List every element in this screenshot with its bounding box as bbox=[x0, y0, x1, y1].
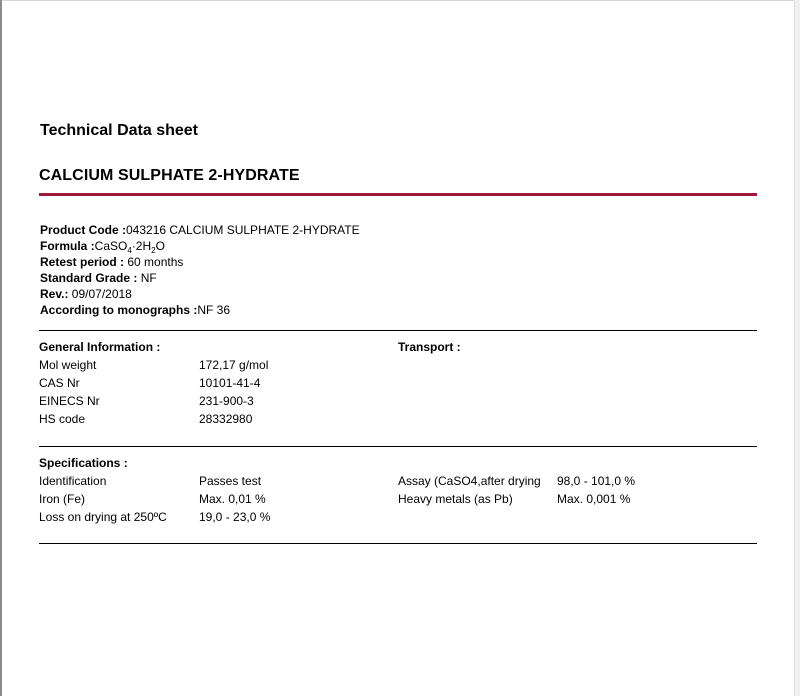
monographs-value: NF 36 bbox=[197, 303, 231, 317]
section-divider-2 bbox=[39, 446, 757, 447]
spec-row-value: Max. 0,01 % bbox=[199, 492, 266, 506]
grade-value: NF bbox=[137, 271, 157, 285]
retest-label: Retest period : bbox=[40, 255, 125, 269]
formula-part2: ·2H bbox=[131, 239, 152, 253]
spec-row-value: Passes test bbox=[199, 474, 262, 488]
spec-row-value: 98,0 - 101,0 % bbox=[557, 474, 636, 488]
retest-value: 60 months bbox=[124, 255, 184, 269]
formula-part3: O bbox=[155, 239, 165, 253]
general-row-value: 231-900-3 bbox=[199, 394, 254, 408]
spec-row-label: Iron (Fe) bbox=[39, 492, 86, 506]
spec-row-label: Assay (CaSO4,after drying bbox=[398, 474, 541, 488]
general-row-label: EINECS Nr bbox=[39, 394, 100, 408]
viewer-scrollbar[interactable] bbox=[794, 0, 800, 696]
grade-label: Standard Grade : bbox=[40, 271, 138, 285]
transport-heading: Transport : bbox=[398, 340, 461, 354]
section-divider-3 bbox=[39, 543, 757, 544]
spec-row-value: Max. 0,001 % bbox=[557, 492, 631, 506]
general-info-heading: General Information : bbox=[39, 340, 161, 354]
formula-part1: CaSO bbox=[94, 239, 128, 253]
section-divider-1 bbox=[39, 330, 757, 331]
formula-sub1: 4 bbox=[127, 246, 132, 255]
general-row-label: Mol weight bbox=[39, 358, 97, 372]
spec-row-label: Loss on drying at 250ºC bbox=[39, 510, 167, 524]
retest-line bbox=[40, 255, 183, 270]
product-title: CALCIUM SULPHATE 2-HYDRATE bbox=[39, 167, 300, 184]
spec-row-label: Identification bbox=[39, 474, 107, 488]
general-row-value: 172,17 g/mol bbox=[199, 358, 269, 372]
specifications-heading: Specifications : bbox=[39, 456, 128, 470]
formula-line bbox=[40, 239, 165, 254]
grade-line bbox=[40, 271, 157, 286]
general-row-value: 28332980 bbox=[199, 412, 253, 426]
formula-sub2: 2 bbox=[151, 246, 156, 255]
product-code-line bbox=[40, 223, 360, 238]
product-code-label: Product Code : bbox=[40, 223, 126, 237]
spec-row-value: 19,0 - 23,0 % bbox=[199, 510, 271, 524]
general-row-label: HS code bbox=[39, 412, 86, 426]
revision-label: Rev.: bbox=[40, 287, 69, 301]
monographs-line bbox=[40, 303, 230, 318]
accent-divider bbox=[39, 193, 757, 196]
formula-label: Formula : bbox=[40, 239, 95, 253]
revision-value: 09/07/2018 bbox=[68, 287, 132, 301]
revision-line bbox=[40, 287, 132, 302]
general-row-value: 10101-41-4 bbox=[199, 376, 261, 390]
doc-title: Technical Data sheet bbox=[40, 122, 198, 139]
product-code-value: 043216 CALCIUM SULPHATE 2-HYDRATE bbox=[126, 223, 360, 237]
spec-row-label: Heavy metals (as Pb) bbox=[398, 492, 513, 506]
monographs-label: According to monographs : bbox=[40, 303, 198, 317]
general-row-label: CAS Nr bbox=[39, 376, 80, 390]
